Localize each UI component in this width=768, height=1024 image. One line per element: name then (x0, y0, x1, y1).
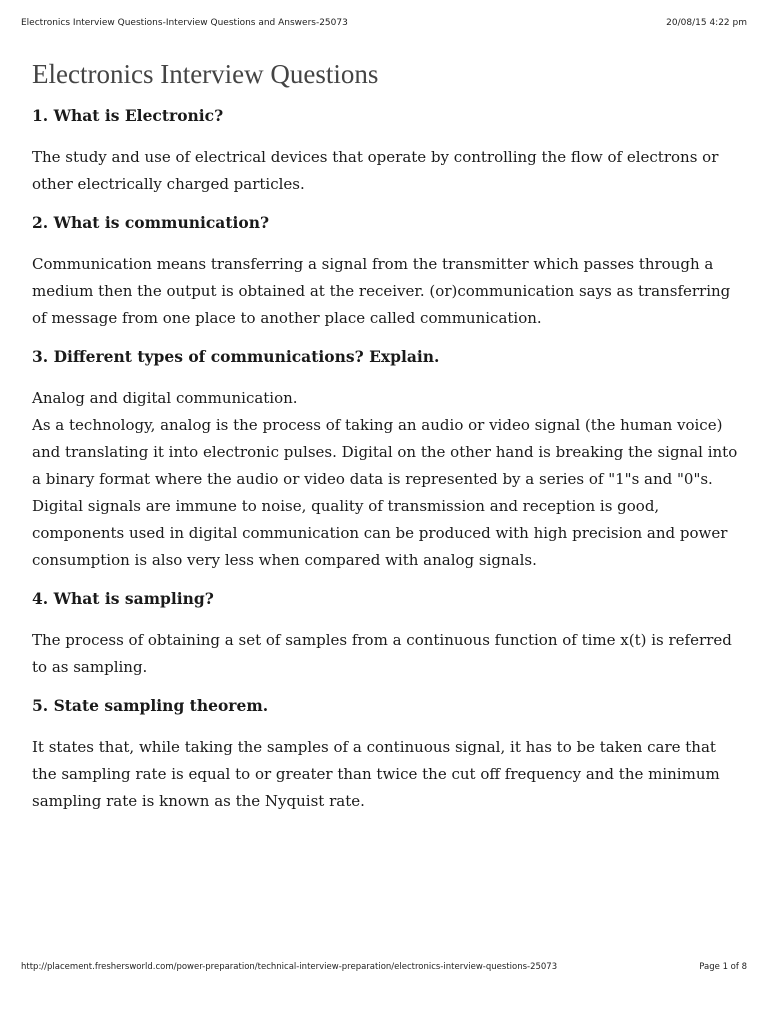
qa-item-5 (32, 696, 744, 815)
answer-text: The process of obtaining a set of samples from a continuous function of time x(t) is referred to as sampling. (32, 631, 732, 676)
print-footer (21, 962, 747, 976)
answer-text: It states that, while taking the samples of a continuous signal, it has to be taken care that the sampling rate is equal to or greater than twice the cut off frequency and the minimum sampling rate is known as the Nyquist rate. (32, 738, 720, 810)
question-heading: 5. State sampling theorem. (32, 696, 269, 715)
answer-text: The study and use of electrical devices that operate by controlling the flow of electrons or other electrically charged particles. (32, 148, 719, 193)
answer-text: Communication means transferring a signal from the transmitter which passes through a medium then the output is obtained at the receiver. (or)communication says as transferring of message from one place to another place called communication. (32, 255, 731, 327)
qa-item-3 (32, 347, 744, 574)
header-document-title: Electronics Interview Questions-Interview Questions and Answers-25073 (21, 18, 348, 28)
page-title: Electronics Interview Questions (32, 59, 379, 89)
page-indicator: Page 1 of 8 (699, 962, 747, 972)
answer-line: Analog and digital communication. (32, 389, 298, 407)
answer-line: As a technology, analog is the process of taking an audio or video signal (the human voice) and translating it into electronic pulses. Digital on the other hand is breaking the signal into a binary format where the audio or video data is represented by a series of "1"s and "0"s. (32, 416, 738, 488)
question-heading: 4. What is sampling? (32, 589, 214, 608)
footer-url: http://placement.freshersworld.com/power-preparation/technical-interview-preparation/electronics-interview-questions-25073 (21, 962, 558, 972)
print-header (21, 18, 747, 34)
header-timestamp: 20/08/15 4:22 pm (666, 18, 747, 28)
question-heading: 3. Different types of communications? Explain. (32, 347, 440, 366)
answer-line: Digital signals are immune to noise, quality of transmission and reception is good, components used in digital communication can be produced with high precision and power consumption is also very less when compared with analog signals. (32, 497, 728, 569)
qa-item-4 (32, 589, 744, 681)
answer-text (32, 385, 744, 574)
qa-item-2 (32, 213, 744, 332)
qa-item-1 (32, 106, 744, 198)
question-heading: 2. What is communication? (32, 213, 270, 232)
question-heading: 1. What is Electronic? (32, 106, 224, 125)
main-content (32, 56, 744, 830)
